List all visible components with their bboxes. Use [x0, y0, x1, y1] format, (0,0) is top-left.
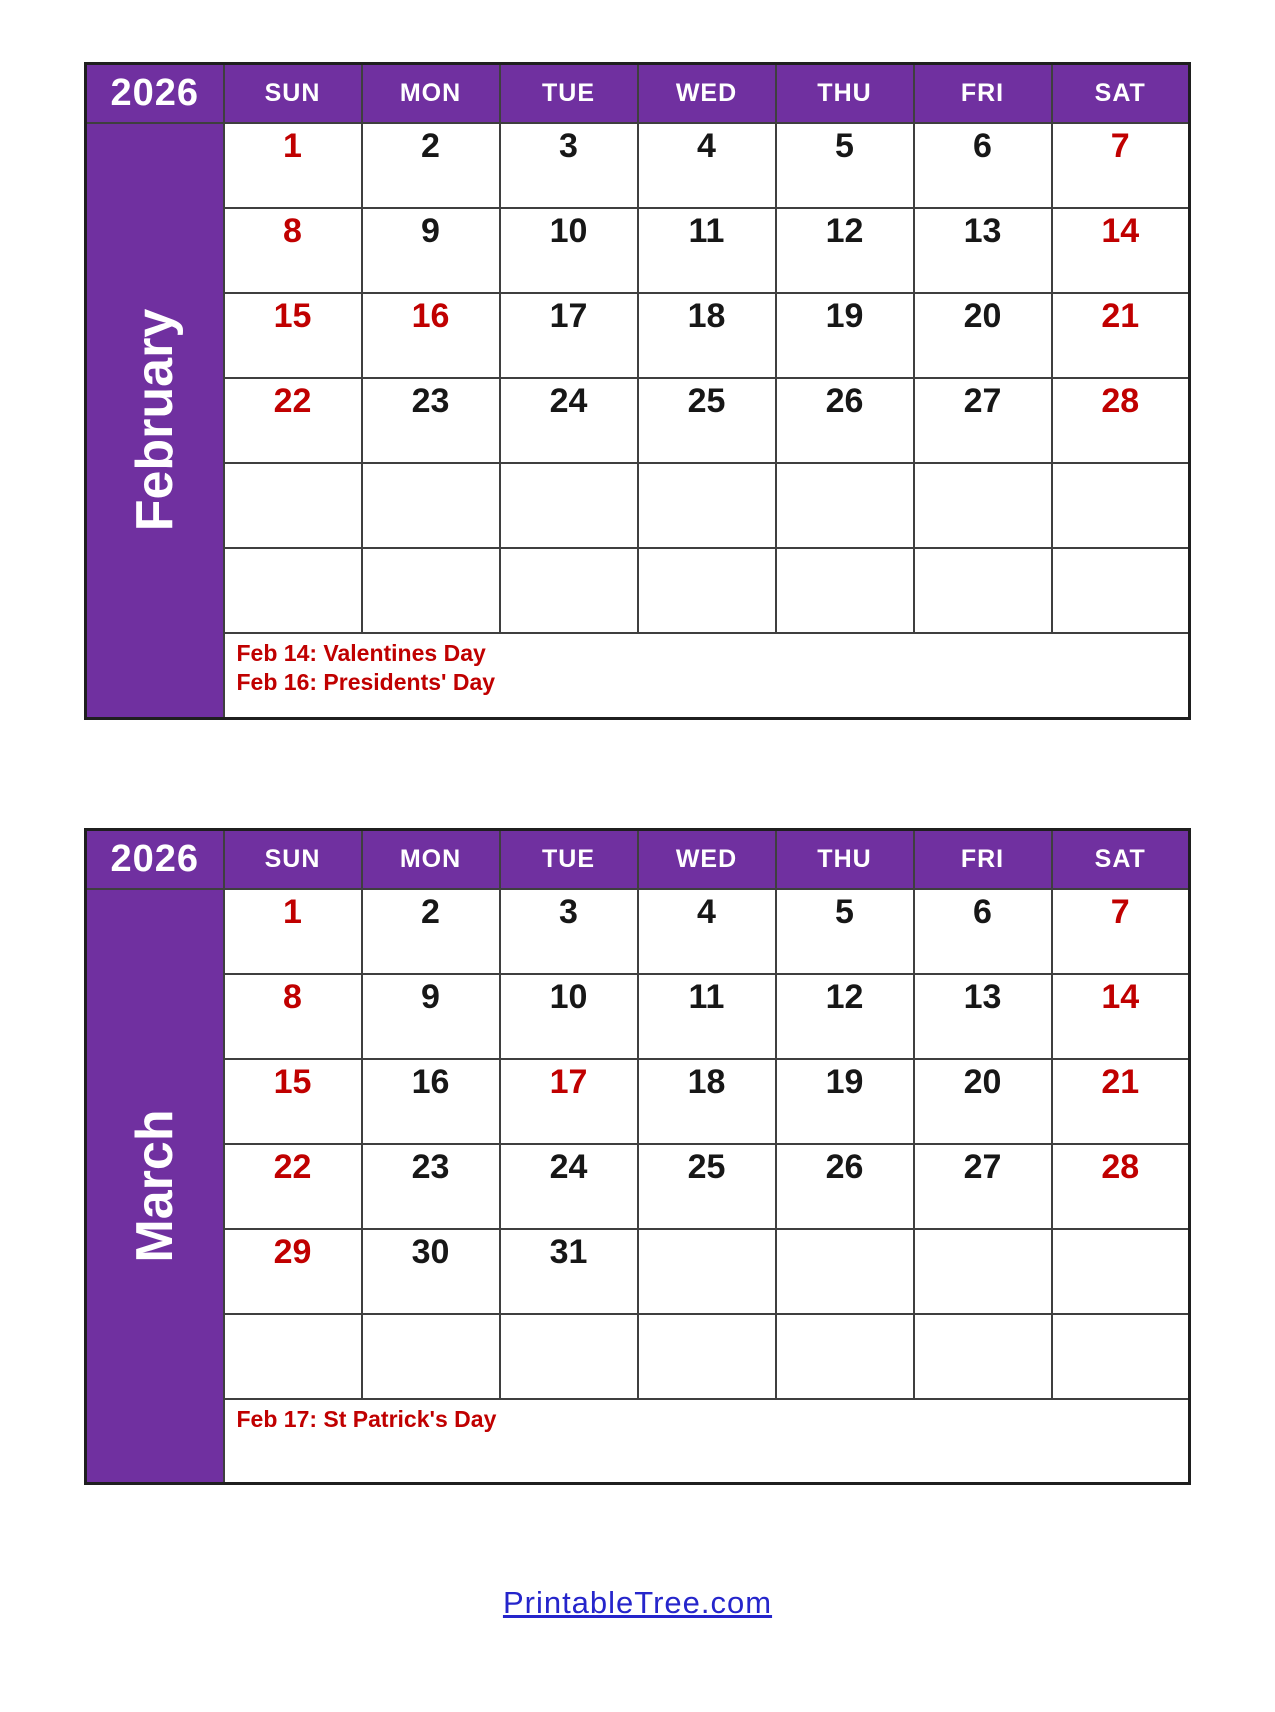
date-cell-february-12: 12 — [776, 208, 914, 293]
empty-date-cell — [776, 548, 914, 633]
month-vertical-text: March — [125, 1109, 184, 1263]
day-header-sat: SAT — [1052, 64, 1190, 124]
empty-date-cell — [914, 463, 1052, 548]
site-footer — [0, 1585, 1275, 1621]
empty-date-cell — [1052, 1229, 1190, 1314]
february-calendar-section — [0, 62, 1275, 720]
date-cell-february-19: 19 — [776, 293, 914, 378]
date-cell-february-18: 18 — [638, 293, 776, 378]
date-cell-march-1: 1 — [224, 889, 362, 974]
date-cell-march-12: 12 — [776, 974, 914, 1059]
date-cell-march-30: 30 — [362, 1229, 500, 1314]
date-cell-february-25: 25 — [638, 378, 776, 463]
date-cell-february-8: 8 — [224, 208, 362, 293]
empty-date-cell — [1052, 1314, 1190, 1399]
empty-date-cell — [1052, 463, 1190, 548]
date-cell-february-1: 1 — [224, 123, 362, 208]
date-cell-march-26: 26 — [776, 1144, 914, 1229]
date-cell-february-26: 26 — [776, 378, 914, 463]
date-cell-march-20: 20 — [914, 1059, 1052, 1144]
date-cell-february-7: 7 — [1052, 123, 1190, 208]
day-header-tue: TUE — [500, 64, 638, 124]
date-cell-march-7: 7 — [1052, 889, 1190, 974]
date-cell-february-11: 11 — [638, 208, 776, 293]
site-link[interactable]: PrintableTree.com — [502, 1585, 773, 1620]
empty-date-cell — [776, 463, 914, 548]
empty-date-cell — [362, 463, 500, 548]
date-cell-march-11: 11 — [638, 974, 776, 1059]
empty-date-cell — [500, 463, 638, 548]
empty-date-cell — [638, 1314, 776, 1399]
day-header-sun: SUN — [224, 64, 362, 124]
date-cell-march-4: 4 — [638, 889, 776, 974]
empty-date-cell — [224, 548, 362, 633]
day-header-sat: SAT — [1052, 829, 1190, 889]
date-cell-february-28: 28 — [1052, 378, 1190, 463]
date-cell-february-6: 6 — [914, 123, 1052, 208]
date-cell-march-16: 16 — [362, 1059, 500, 1144]
date-cell-february-2: 2 — [362, 123, 500, 208]
date-cell-february-17: 17 — [500, 293, 638, 378]
day-header-wed: WED — [638, 64, 776, 124]
march-calendar-section — [0, 828, 1275, 1486]
date-cell-february-15: 15 — [224, 293, 362, 378]
empty-date-cell — [638, 1229, 776, 1314]
date-cell-march-8: 8 — [224, 974, 362, 1059]
empty-date-cell — [362, 548, 500, 633]
date-cell-march-22: 22 — [224, 1144, 362, 1229]
empty-date-cell — [638, 548, 776, 633]
date-cell-march-25: 25 — [638, 1144, 776, 1229]
date-cell-february-24: 24 — [500, 378, 638, 463]
day-header-fri: FRI — [914, 64, 1052, 124]
date-cell-march-31: 31 — [500, 1229, 638, 1314]
date-cell-march-23: 23 — [362, 1144, 500, 1229]
day-header-wed: WED — [638, 829, 776, 889]
day-header-sun: SUN — [224, 829, 362, 889]
empty-date-cell — [500, 1314, 638, 1399]
date-cell-march-21: 21 — [1052, 1059, 1190, 1144]
date-cell-march-10: 10 — [500, 974, 638, 1059]
date-cell-march-28: 28 — [1052, 1144, 1190, 1229]
date-cell-march-2: 2 — [362, 889, 500, 974]
date-cell-march-9: 9 — [362, 974, 500, 1059]
holiday-note: Feb 14: Valentines Day — [236, 640, 486, 666]
date-cell-february-16: 16 — [362, 293, 500, 378]
date-cell-march-27: 27 — [914, 1144, 1052, 1229]
date-cell-february-14: 14 — [1052, 208, 1190, 293]
empty-date-cell — [1052, 548, 1190, 633]
empty-date-cell — [914, 548, 1052, 633]
date-cell-march-29: 29 — [224, 1229, 362, 1314]
march-calendar — [84, 828, 1191, 1486]
date-cell-february-27: 27 — [914, 378, 1052, 463]
empty-date-cell — [776, 1314, 914, 1399]
empty-date-cell — [776, 1229, 914, 1314]
empty-date-cell — [224, 463, 362, 548]
date-cell-march-3: 3 — [500, 889, 638, 974]
year-label: 2026 — [86, 64, 224, 124]
date-cell-february-22: 22 — [224, 378, 362, 463]
month-label — [86, 123, 224, 718]
empty-date-cell — [638, 463, 776, 548]
day-header-fri: FRI — [914, 829, 1052, 889]
date-cell-march-19: 19 — [776, 1059, 914, 1144]
holiday-note: Feb 16: Presidents' Day — [236, 668, 496, 695]
date-cell-march-5: 5 — [776, 889, 914, 974]
holiday-note: Feb 17: St Patrick's Day — [236, 1405, 497, 1432]
date-cell-march-6: 6 — [914, 889, 1052, 974]
empty-date-cell — [362, 1314, 500, 1399]
date-cell-february-13: 13 — [914, 208, 1052, 293]
year-label: 2026 — [86, 829, 224, 889]
date-cell-march-17: 17 — [500, 1059, 638, 1144]
page-background — [0, 62, 1275, 1621]
month-vertical-text: February — [125, 308, 184, 532]
february-calendar — [84, 62, 1191, 720]
holiday-notes — [224, 633, 1190, 718]
date-cell-february-21: 21 — [1052, 293, 1190, 378]
date-cell-march-13: 13 — [914, 974, 1052, 1059]
day-header-mon: MON — [362, 829, 500, 889]
date-cell-february-3: 3 — [500, 123, 638, 208]
day-header-thu: THU — [776, 829, 914, 889]
date-cell-february-20: 20 — [914, 293, 1052, 378]
date-cell-march-18: 18 — [638, 1059, 776, 1144]
month-label — [86, 889, 224, 1484]
date-cell-march-14: 14 — [1052, 974, 1190, 1059]
empty-date-cell — [500, 548, 638, 633]
empty-date-cell — [224, 1314, 362, 1399]
date-cell-march-15: 15 — [224, 1059, 362, 1144]
day-header-mon: MON — [362, 64, 500, 124]
day-header-thu: THU — [776, 64, 914, 124]
date-cell-february-10: 10 — [500, 208, 638, 293]
holiday-notes — [224, 1399, 1190, 1484]
day-header-tue: TUE — [500, 829, 638, 889]
date-cell-february-23: 23 — [362, 378, 500, 463]
date-cell-february-9: 9 — [362, 208, 500, 293]
empty-date-cell — [914, 1229, 1052, 1314]
date-cell-february-4: 4 — [638, 123, 776, 208]
empty-date-cell — [914, 1314, 1052, 1399]
date-cell-march-24: 24 — [500, 1144, 638, 1229]
date-cell-february-5: 5 — [776, 123, 914, 208]
